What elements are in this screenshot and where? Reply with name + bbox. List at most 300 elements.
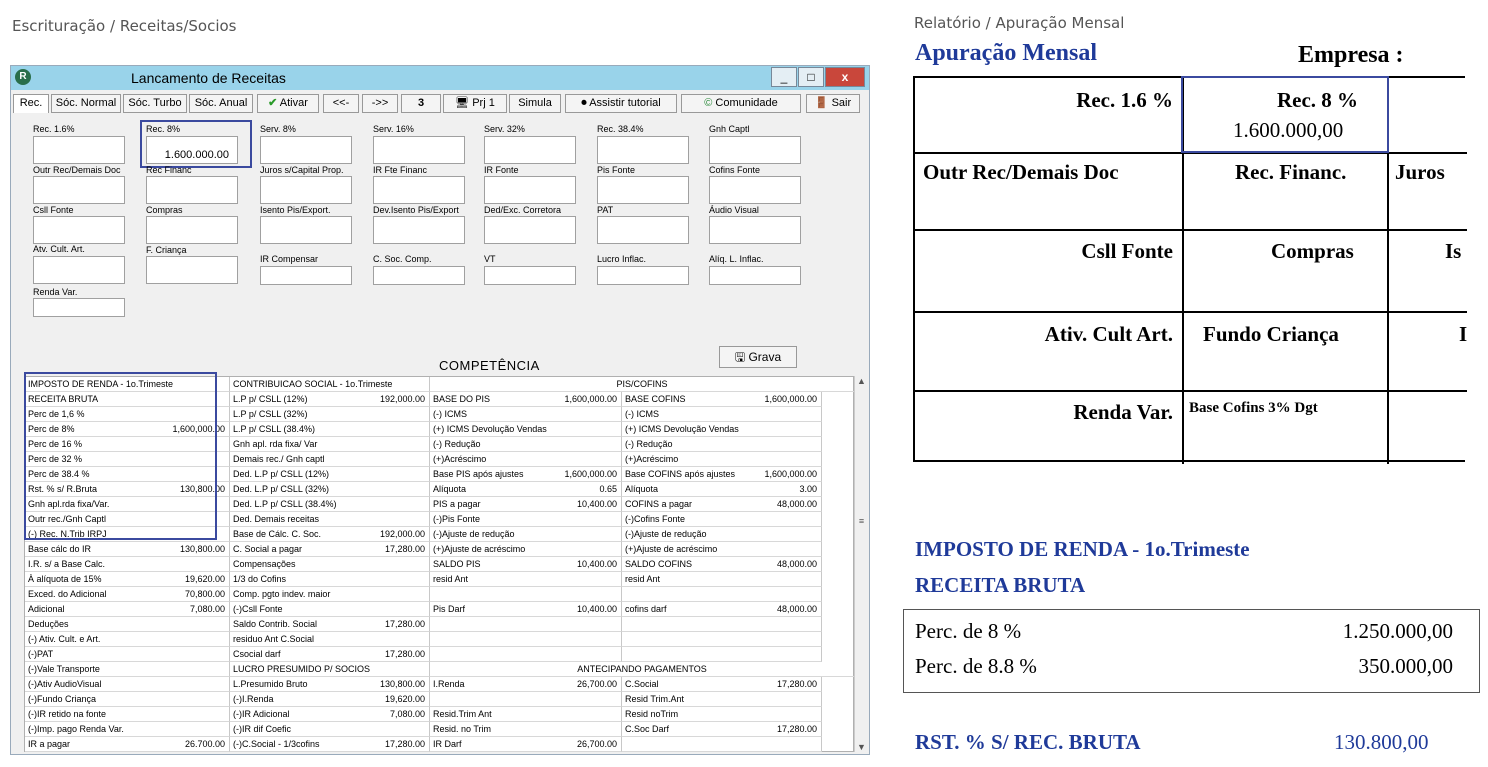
grid-cell: [622, 602, 822, 617]
grid-cell-label: (-)Fundo Criança: [28, 694, 97, 704]
grid-cell: [230, 452, 430, 467]
grid-cell-value: 192,000.00: [379, 529, 425, 539]
input-serv16[interactable]: [373, 136, 465, 164]
grid-cell-label: Gnh apl.rda fixa/Var.: [28, 499, 110, 509]
input-csoc[interactable]: [373, 266, 465, 285]
grid-cell: [430, 587, 622, 602]
ativar-label: Ativar: [279, 97, 308, 109]
grid-cell-label: I.Renda: [433, 679, 465, 689]
input-serv8[interactable]: [260, 136, 352, 164]
grid-cell: [622, 737, 822, 752]
grid-cell-label: L.P p/ CSLL (38.4%): [233, 424, 316, 434]
grid-cell: [230, 662, 430, 677]
window-title: Lancamento de Receitas: [131, 70, 286, 86]
grid-cell-value: 1,600,000.00: [764, 394, 817, 404]
grid-cell: [430, 392, 622, 407]
grid-cell-label: (-)C.Social - 1/3cofins: [233, 739, 320, 749]
grid-cell: [430, 722, 622, 737]
input-outr[interactable]: [33, 176, 125, 204]
grid-cell: [622, 482, 822, 497]
grid-cell-label: (-)IR retido na fonte: [28, 709, 107, 719]
grid-cell-value: 17,280.00: [384, 544, 425, 554]
grid-cell: [430, 482, 622, 497]
input-ativ[interactable]: [33, 256, 125, 284]
grid-cell-label: Ded. L.P p/ CSLL (32%): [233, 484, 330, 494]
grid-cell: [230, 497, 430, 512]
grid-cell: [25, 617, 230, 632]
toolbar: [11, 93, 869, 115]
grid-cell: [622, 587, 822, 602]
input-ded[interactable]: [484, 216, 576, 244]
label-juros: Juros s/Capital Prop.: [260, 165, 344, 175]
grid-cell-label: Base de Cálc. C. Soc.: [233, 529, 322, 539]
grid-cell: [430, 647, 622, 662]
grid-cell-value: 17,280.00: [776, 724, 817, 734]
grid-cell-value: 10,400.00: [576, 604, 617, 614]
tab-soc-anual[interactable]: Sóc. Anual: [189, 94, 253, 113]
tutorial-label: Assistir tutorial: [589, 97, 661, 109]
value-rec8: 1.600.000.00: [164, 149, 229, 161]
prev-button[interactable]: <<-: [323, 94, 359, 113]
grid-cell: [622, 557, 822, 572]
grid-scrollbar[interactable]: [854, 376, 868, 752]
grid-cell: [622, 437, 822, 452]
report-rec16: Rec. 1.6 %: [1076, 88, 1173, 112]
grid-cell: [230, 542, 430, 557]
grid-cell-label: Pis Darf: [433, 604, 466, 614]
maximize-button[interactable]: □: [798, 67, 824, 87]
label-outr: Outr Rec/Demais Doc: [33, 165, 121, 175]
tab-soc-normal[interactable]: Sóc. Normal: [51, 94, 121, 113]
grid-cell: [25, 542, 230, 557]
grid-cell-label: Resid Trim.Ant: [625, 694, 685, 704]
input-juros[interactable]: [260, 176, 352, 204]
perc-row-label: Perc. de 8 %: [915, 619, 1022, 643]
grid-cell-value: 48,000.00: [776, 604, 817, 614]
grid-cell-label: Perc de 38.4 %: [28, 469, 90, 479]
grid-cell: [430, 617, 622, 632]
grid-cell: [622, 497, 822, 512]
competencia-label: COMPETÊNCIA: [439, 358, 540, 373]
grid-cell-label: Csocial darf: [233, 649, 281, 659]
grid-cell-value: 130,800.00: [179, 484, 225, 494]
grid-cell: [25, 572, 230, 587]
input-vt[interactable]: [484, 266, 576, 285]
label-csoc: C. Soc. Comp.: [373, 254, 432, 264]
grid-cell-value: 7,080.00: [189, 604, 225, 614]
label-rec384: Rec. 38.4%: [597, 124, 644, 134]
report-receita: RECEITA BRUTA: [915, 573, 1086, 597]
input-compras[interactable]: [146, 216, 238, 244]
grid-cell: [430, 407, 622, 422]
label-renda: Renda Var.: [33, 287, 78, 297]
grid-cell: [25, 662, 230, 677]
grid-cell: [230, 482, 430, 497]
grid-cell: [430, 422, 622, 437]
label-rec8: Rec. 8%: [146, 124, 181, 134]
input-csll[interactable]: [33, 216, 125, 244]
grid-cell: [622, 512, 822, 527]
scroll-up-icon[interactable]: ▲: [857, 376, 866, 386]
label-lucro: Lucro Inflac.: [597, 254, 647, 264]
grid-cell: [230, 527, 430, 542]
grid-cell-label: (-)Csll Fonte: [233, 604, 283, 614]
input-cofinsfonte[interactable]: [709, 176, 801, 204]
app-icon: R: [15, 69, 31, 85]
scroll-down-icon[interactable]: ▼: [857, 742, 866, 752]
counter: 3: [401, 94, 441, 113]
grid-cell-label: Compensações: [233, 559, 296, 569]
grid-cell-label: (-)Ajuste de redução: [625, 529, 707, 539]
report-renda: Renda Var.: [1073, 400, 1173, 424]
grava-label: Grava: [748, 350, 782, 364]
minimize-button[interactable]: _: [771, 67, 797, 87]
grid-cell: [230, 722, 430, 737]
grid-cell: [430, 512, 622, 527]
grid-cell-label: Adicional: [28, 604, 65, 614]
breadcrumb-right: Relatório / Apuração Mensal: [914, 14, 1125, 32]
grid-cell: [230, 602, 430, 617]
grid-cell-value: 17,280.00: [776, 679, 817, 689]
grid-cell: [622, 572, 822, 587]
label-ativ: Atv. Cult. Art.: [33, 244, 85, 254]
grid-cell: [622, 677, 822, 692]
grid-cell-value: 130,800.00: [179, 544, 225, 554]
label-audio: Áudio Visual: [709, 205, 759, 215]
input-fcrianca[interactable]: [146, 256, 238, 284]
input-irfonte[interactable]: [484, 176, 576, 204]
report-fundo: Fundo Criança: [1203, 322, 1339, 346]
grid-cell-value: 17,280.00: [384, 619, 425, 629]
grid-cell-label: (-) Rec. N.Trib IRPJ: [28, 529, 107, 539]
label-csll: Csll Fonte: [33, 205, 74, 215]
label-ded: Ded/Exc. Corretora: [484, 205, 562, 215]
close-button[interactable]: x: [825, 67, 865, 87]
report-base-cofins: Base Cofins 3% Dgt: [1189, 400, 1318, 416]
community-icon: ©: [704, 97, 713, 109]
grid-cell-label: (-)Pis Fonte: [433, 514, 481, 524]
grid-cell-label: (-)Cofins Fonte: [625, 514, 686, 524]
input-audio[interactable]: [709, 216, 801, 244]
grid-cell: [430, 542, 622, 557]
report-compras: Compras: [1271, 239, 1354, 263]
grid-cell-value: 10,400.00: [576, 499, 617, 509]
grid-cell-value: 1,600,000.00: [764, 469, 817, 479]
grid-cell-label: IR Darf: [433, 739, 462, 749]
grid-cell-label: (-)Imp. pago Renda Var.: [28, 724, 124, 734]
grid-cell: [230, 572, 430, 587]
monitor-icon: 🖥: [455, 97, 470, 109]
grid-cell-label: Outr rec./Gnh Captl: [28, 514, 107, 524]
grid-cell: [622, 407, 822, 422]
grid-cell-value: 17,280.00: [384, 649, 425, 659]
grid-cell-label: (-)PAT: [28, 649, 54, 659]
grid-cell: [430, 602, 622, 617]
report-ir-title: IMPOSTO DE RENDA - 1o.Trimeste: [915, 537, 1250, 561]
input-isento[interactable]: [260, 216, 352, 244]
grid-cell-label: Resid noTrim: [625, 709, 679, 719]
grid-cell-label: (-)I.Renda: [233, 694, 274, 704]
grid-cell-label: (+) ICMS Devolução Vendas: [625, 424, 739, 434]
tab-soc-turbo[interactable]: Sóc. Turbo: [123, 94, 187, 113]
check-icon: ✔: [268, 97, 278, 109]
grid-cell: [25, 722, 230, 737]
grid-cell-label: Ded. L.P p/ CSLL (12%): [233, 469, 330, 479]
grid-cell-label: residuo Ant C.Social: [233, 634, 315, 644]
grid-cell: [430, 437, 622, 452]
rst-value: 130.800,00: [1334, 730, 1429, 754]
prj-button[interactable]: [443, 94, 507, 113]
input-irfte[interactable]: [373, 176, 465, 204]
grid-cell: [622, 692, 822, 707]
grid-cell-value: 26,700.00: [576, 739, 617, 749]
grid-cell-label: Rst. % s/ R.Bruta: [28, 484, 98, 494]
grid-cell-label: LUCRO PRESUMIDO P/ SOCIOS: [233, 664, 371, 674]
input-devisento[interactable]: [373, 216, 465, 244]
next-button[interactable]: ->>: [362, 94, 398, 113]
grid-cell-label: PIS a pagar: [433, 499, 481, 509]
grid-cell-label: L.P p/ CSLL (12%): [233, 394, 308, 404]
grid-cell: [25, 677, 230, 692]
label-aliq: Alíq. L. Inflac.: [709, 254, 764, 264]
grid-cell: [25, 737, 230, 752]
sair-label: Sair: [831, 97, 852, 109]
label-serv8: Serv. 8%: [260, 124, 296, 134]
breadcrumb-left: Escrituração / Receitas/Socios: [12, 17, 237, 35]
grid-cell-label: COFINS a pagar: [625, 499, 693, 509]
input-form: [11, 116, 869, 378]
grid-cell: [430, 692, 622, 707]
sair-button[interactable]: [806, 94, 860, 113]
grid-cell-label: À alíquota de 15%: [28, 574, 102, 584]
grid-cell-value: 0.65: [599, 484, 617, 494]
antecipando-header: ANTECIPANDO PAGAMENTOS: [430, 662, 855, 677]
comunidade-button[interactable]: [681, 94, 801, 113]
highlight-rec8: [140, 120, 252, 168]
grid-cell: [430, 737, 622, 752]
grid-cell: [430, 527, 622, 542]
title-bar[interactable]: [11, 66, 869, 90]
grid-cell-label: I.R. s/ a Base Calc.: [28, 559, 106, 569]
report-juros: Juros: [1395, 160, 1445, 184]
grid-cell: [622, 392, 822, 407]
grid-cell-label: (-) Ativ. Cult. e Art.: [28, 634, 101, 644]
grid-cell: [622, 707, 822, 722]
grid-cell-label: 1/3 do Cofins: [233, 574, 287, 584]
grid-cell: [230, 407, 430, 422]
input-ircomp[interactable]: [260, 266, 352, 285]
input-lucro[interactable]: [597, 266, 689, 285]
report-csll: Csll Fonte: [1081, 239, 1173, 263]
perc-row-value: 350.000,00: [1358, 654, 1453, 678]
grid-cell-value: 1,600,000.00: [564, 394, 617, 404]
grid-cell: [230, 707, 430, 722]
door-icon: 🚪: [814, 97, 829, 109]
grid-cell: [430, 632, 622, 647]
grid-cell: [230, 422, 430, 437]
tab-rec[interactable]: Rec.: [13, 94, 49, 113]
grid-cell-label: Comp. pgto indev. maior: [233, 589, 331, 599]
grid-cell-value: 1,600,000.00: [564, 469, 617, 479]
grid-cell: [25, 707, 230, 722]
grid-cell: [622, 527, 822, 542]
pis-cofins-header: PIS/COFINS: [430, 377, 855, 392]
grid-cell-label: (+)Acréscimo: [433, 454, 487, 464]
report-ativ: Ativ. Cult Art.: [1044, 322, 1173, 346]
grava-button[interactable]: [719, 346, 797, 368]
input-rec384[interactable]: [597, 136, 689, 164]
grid-cell-value: 48,000.00: [776, 559, 817, 569]
grid-cell-label: Perc de 1,6 %: [28, 409, 85, 419]
report-rec8-value: 1.600.000,00: [1233, 118, 1344, 142]
input-serv32[interactable]: [484, 136, 576, 164]
grid-cell-label: (-)IR Adicional: [233, 709, 290, 719]
highlight-ir-block: [24, 372, 217, 540]
scroll-grip-icon[interactable]: ≡: [858, 516, 865, 526]
grid-cell-label: SALDO PIS: [433, 559, 481, 569]
label-irfonte: IR Fonte: [484, 165, 519, 175]
grid-cell: [230, 632, 430, 647]
report-title: Apuração Mensal: [915, 40, 1097, 66]
grid-cell-label: C. Social a pagar: [233, 544, 303, 554]
grid-cell-label: L.Presumido Bruto: [233, 679, 308, 689]
grid-cell-label: (+) ICMS Devolução Vendas: [433, 424, 547, 434]
grid-cell-label: Base cálc do IR: [28, 544, 92, 554]
grid-cell-label: (-)Ativ AudioVisual: [28, 679, 102, 689]
grid-cell-label: BASE COFINS: [625, 394, 686, 404]
grid-cell-value: 48,000.00: [776, 499, 817, 509]
grid-cell-label: cofins darf: [625, 604, 667, 614]
label-gnh: Gnh Captl: [709, 124, 750, 134]
input-aliq[interactable]: [709, 266, 801, 285]
grid-cell: [430, 452, 622, 467]
input-rec16[interactable]: [33, 136, 125, 164]
report-is: Is: [1445, 239, 1462, 263]
grid-cell: [230, 467, 430, 482]
grid-cell-label: Gnh apl. rda fixa/ Var: [233, 439, 318, 449]
grid-cell-value: 26.700.00: [184, 739, 225, 749]
grid-cell: [230, 587, 430, 602]
grid-cell-value: 3.00: [799, 484, 817, 494]
grid-cell-label: resid Ant: [433, 574, 469, 584]
grid-cell-label: Base PIS após ajustes: [433, 469, 524, 479]
grid-cell: [25, 602, 230, 617]
grid-cell-label: SALDO COFINS: [625, 559, 693, 569]
report-rec8: Rec. 8 %: [1277, 88, 1359, 112]
grid-cell-label: Ded. Demais receitas: [233, 514, 320, 524]
grid-cell: [25, 647, 230, 662]
grid-cell: [622, 617, 822, 632]
grid-cell-value: 10,400.00: [576, 559, 617, 569]
label-ircomp: IR Compensar: [260, 254, 319, 264]
report-i: I: [1459, 322, 1468, 346]
label-fcrianca: F. Criança: [146, 245, 187, 255]
grid-cell: [230, 617, 430, 632]
grid-cell-label: (+)Ajuste de acréscimo: [433, 544, 526, 554]
grid-cell-label: (-) Redução: [625, 439, 673, 449]
grid-cell: [430, 572, 622, 587]
save-icon: 🖫: [734, 350, 746, 364]
input-recfin[interactable]: [146, 176, 238, 204]
input-pat[interactable]: [597, 216, 689, 244]
label-serv32: Serv. 32%: [484, 124, 525, 134]
grid-cell-label: Exced. do Adicional: [28, 589, 107, 599]
grid-cell-label: (+)Ajuste de acréscimo: [625, 544, 718, 554]
grid-cell-label: L.P p/ CSLL (32%): [233, 409, 308, 419]
comunidade-label: Comunidade: [715, 97, 778, 109]
label-rec16: Rec. 1.6%: [33, 124, 75, 134]
label-pat: PAT: [597, 205, 614, 215]
grid-cell: [230, 692, 430, 707]
simula-button[interactable]: Simula: [509, 94, 561, 113]
input-renda[interactable]: [33, 298, 125, 317]
grid-cell: [430, 707, 622, 722]
grid-cell-label: Resid.Trim Ant: [433, 709, 492, 719]
grid-cell-label: (-) ICMS: [433, 409, 467, 419]
grid-cell-label: Alíquota: [625, 484, 659, 494]
rst-label: RST. % S/ REC. BRUTA: [915, 730, 1141, 754]
label-vt: VT: [484, 254, 496, 264]
grid-cell-value: 19,620.00: [184, 574, 225, 584]
grid-cell-label: C.Social: [625, 679, 659, 689]
grid-cell: [230, 512, 430, 527]
report-recfin: Rec. Financ.: [1235, 160, 1347, 184]
grid-cell-label: Alíquota: [433, 484, 467, 494]
grid-cell: [230, 437, 430, 452]
grid-cell-label: C.Soc Darf: [625, 724, 670, 734]
grid-cell-label: Perc de 16 %: [28, 439, 83, 449]
label-serv16: Serv. 16%: [373, 124, 414, 134]
label-pisfonte: Pis Fonte: [597, 165, 636, 175]
grid-cell: [430, 497, 622, 512]
grid-cell: [430, 557, 622, 572]
grid-cell-value: 130,800.00: [379, 679, 425, 689]
grid-cell: [430, 467, 622, 482]
input-gnh[interactable]: [709, 136, 801, 164]
label-isento: Isento Pis/Export.: [260, 205, 331, 215]
grid-cell: [25, 587, 230, 602]
label-devisento: Dev.Isento Pis/Export: [373, 205, 459, 215]
grid-cell-value: 1,600,000.00: [172, 424, 225, 434]
grid-cell-value: 17,280.00: [384, 739, 425, 749]
grid-cell: [25, 632, 230, 647]
grid-cell-label: CONTRIBUICAO SOCIAL - 1o.Trimeste: [233, 379, 393, 389]
grid-cell: [622, 647, 822, 662]
ativar-button[interactable]: [257, 94, 319, 113]
label-cofinsfonte: Cofins Fonte: [709, 165, 761, 175]
report-empresa: Empresa :: [1298, 42, 1404, 68]
grid-cell: [622, 452, 822, 467]
grid-cell-label: Resid. no Trim: [433, 724, 492, 734]
input-pisfonte[interactable]: [597, 176, 689, 204]
grid-cell-label: resid Ant: [625, 574, 661, 584]
grid-cell-label: Demais rec./ Gnh captl: [233, 454, 325, 464]
tutorial-button[interactable]: [565, 94, 677, 113]
grid-cell-label: Perc de 8%: [28, 424, 75, 434]
grid-cell: [622, 467, 822, 482]
highlight-report-rec8: [1181, 76, 1389, 153]
grid-cell-label: Perc de 32 %: [28, 454, 83, 464]
play-icon: ⏺: [581, 97, 587, 109]
grid-cell: [230, 377, 430, 392]
grid-cell-label: (-) ICMS: [625, 409, 659, 419]
grid-cell-label: BASE DO PIS: [433, 394, 491, 404]
perc-row-label: Perc. de 8.8 %: [915, 654, 1037, 678]
grid-cell: [622, 542, 822, 557]
label-compras: Compras: [146, 205, 183, 215]
grid-cell: [622, 422, 822, 437]
grid-cell-value: 192,000.00: [379, 394, 425, 404]
